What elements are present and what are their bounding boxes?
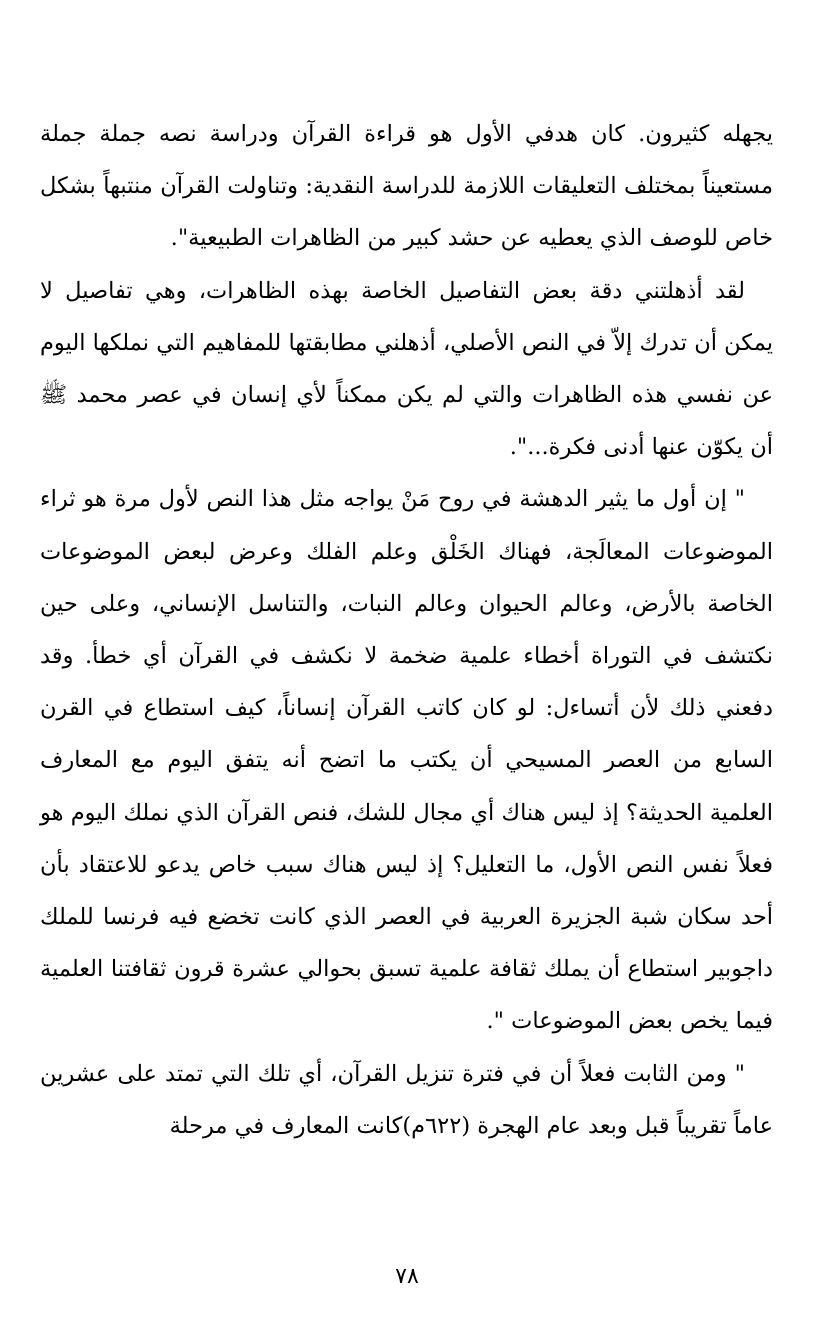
paragraph-quote-astonishment: " إن أول ما يثير الدهشة في روح مَنْ يواجه مثل هذا النص لأول مرة هو ثراء الموضوعات المعالَجة، فهناك الخَلْق وعلم الفلك وعرض لبعض الموضوعات الخاصة بالأرض، وعالم الحيوان وعالم النبات، والتناسل الإنساني، وعلى حين نكتشف في التوراة أخطاء علمية ضخمة لا نكشف في القرآن أي خطأ. وقد دفعني ذلك لأن أتساءل: لو كان كاتب القرآن إنساناً، كيف استطاع في القرن السابع من العصر المسيحي أن يكتب ما اتضح أنه يتفق اليوم مع المعارف العلمية الحديثة؟ إذ ليس هناك أي مجال للشك، فنص القرآن الذي نملك اليوم هو فعلاً نفس النص الأول، ما التعليل؟ إذ ليس هناك سبب خاص يدعو للاعتقاد بأن أحد سكان شبة الجزيرة العربية في العصر الذي كانت تخضع فيه فرنسا للملك داجوبير استطاع أن يملك ثقافة علمية تسبق بحوالي عشرة قرون ثقافتنا العلمية فيما يخص بعض الموضوعات ".	[40, 486, 773, 1035]
paragraph-details: لقد أذهلتني دقة بعض التفاصيل الخاصة بهذه الظاهرات، وهي تفاصيل لا يمكن أن تدرك إلاّ في النص الأصلي، أذهلني مطابقتها للمفاهيم التي نملكها اليوم عن نفسي هذه الظاهرات والتي لم يكن ممكناً لأي إنسان في عصر محمد ﷺ أن يكوّن عنها أدنى فكرة...".	[40, 277, 773, 461]
paragraph-continuation: يجهله كثيرون. كان هدفي الأول هو قراءة القرآن ودراسة نصه جملة جملة مستعيناً بمختلف التعليقات اللازمة للدراسة النقدية: وتناولت القرآن منتبهاً بشكل خاص للوصف الذي يعطيه عن حشد كبير من الظاهرات الطبيعية".	[40, 121, 773, 252]
body-text	[40, 108, 773, 1152]
paragraph-quote-revelation: " ومن الثابت فعلاً أن في فترة تنزيل القرآن، أي تلك التي تمتد على عشرين عاماً تقريباً قبل وبعد عام الهجرة (٦٢٢م)كانت المعارف في مرحلة	[40, 1060, 773, 1139]
page-number: ٧٨	[395, 1264, 419, 1289]
